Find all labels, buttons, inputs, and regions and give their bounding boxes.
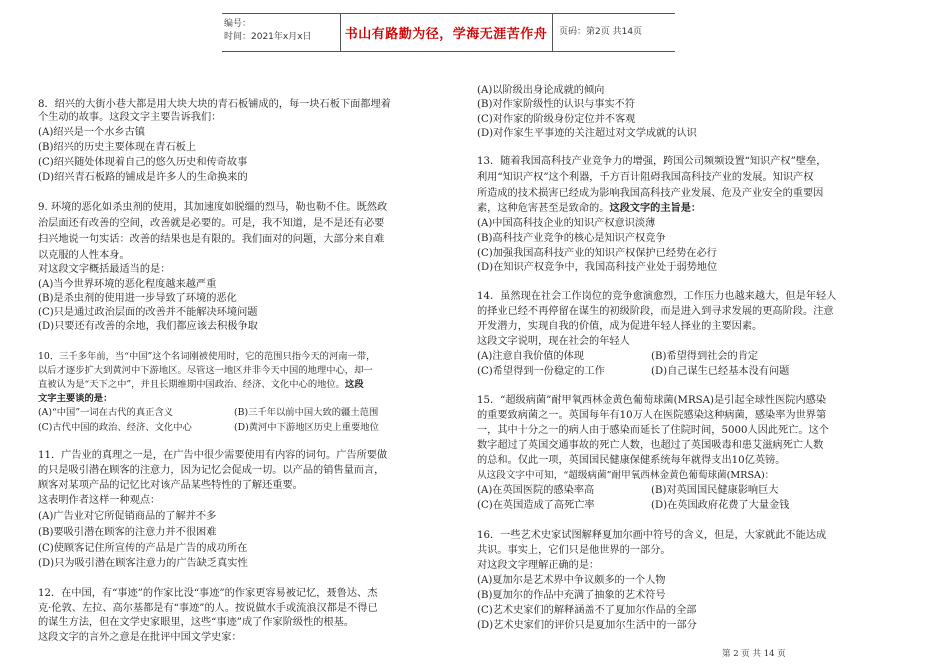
q12-question: 这段文字的言外之意是在批评中国文学史家： [38,632,242,643]
q9-stem-line: 治层面还有改善的空间，改善就是必要的。可是，我不知道，是不是还有必要 [38,218,385,229]
q11-option-c: (C)使顾客记住所宣传的产品是广告的成功所在 [38,543,248,554]
q15-option-a: (A)在英国医院的感染率高 [477,485,595,496]
q14-option-a: (A)注意自我价值的体现 [477,351,584,362]
q15-question: 从这段文字中可知，“超级病菌”耐甲氧西林金黄色葡萄球菌(MRSA)： [477,470,775,481]
q13-option-b: (B)高科技产业竞争的核心是知识产权竞争 [477,233,666,244]
q15-option-c: (C)在英国造成了高死亡率 [477,500,595,511]
q8-option-d: (D)绍兴青石板路的铺成是许多人的生命换来的 [38,172,248,183]
q13-stem-line: 13．随着我国高科技产业竞争力的增强，跨国公司频频设置“知识产权”壁垒， [477,156,827,167]
q12-stem-line: 克·伦敦、左拉、高尔基都是有“事迹”的人。按说做水手或流浪汉都是不得已 [38,603,378,614]
q8-option-a: (A)绍兴是一个水乡古镇 [38,127,145,138]
q8-stem-line: 个生动的故事。这段文字主要告诉我们： [38,112,222,123]
q8-option-b: (B)绍兴的历史主要体现在青石板上 [38,142,197,153]
q14-question: 这段文字说明，现在社会的年轻人 [477,336,630,347]
motto: 书山有路勤为径，学海无涯苦作舟 [344,27,548,42]
q8-stem-line: 8．绍兴的大街小巷大都是用大块大块的青石板铺成的，每一块石板下面都埋着 [38,99,391,110]
q16-option-a: (A)夏加尔是艺术界中争议颇多的一个人物 [477,575,666,586]
header-page-cell [553,14,681,51]
q12-option-b: (B)对作家阶级性的认识与事实不符 [477,99,636,110]
q12-stem-line: 12．在中国，有“事迹”的作家比没“事迹”的作家更容易被记忆，聂鲁达、杰 [38,588,378,599]
q16-stem-line: 16．一些艺术史家试图解释夏加尔画中符号的含义，但是，大家就此不能达成 [477,530,827,541]
q9-option-a: (A)当今世界环境的恶化程度越来越严重 [38,279,217,290]
q9-stem-line: 扫兴地说一句实话：改善的结果也是有限的。我们面对的问题，大部分来自难 [38,234,385,245]
q16-question: 对这段文字理解正确的是： [477,560,600,571]
page-label: 页码：第2页 共14页 [559,27,643,37]
q13-option-d: (D)在知识产权竞争中，我国高科技产业处于弱势地位 [477,262,718,273]
q16-stem-line: 共识。事实上，它们只是他世界的一部分。 [477,545,671,556]
header-meta [222,14,341,51]
q12-stem-line: 的谋生方法，但在文学史家眼里，这些“事迹”成了作家阶级性的根基。 [38,617,355,628]
q11-option-a: (A)广告业对它所促销商品的了解并不多 [38,511,217,522]
q11-stem-line: 顾客对某项产品的记忆比对该产品某些特性的了解还重要。 [38,480,303,491]
q15-option-b: (B)对英国国民健康影响巨大 [651,485,779,496]
q10-stem-line: 10．三千多年前，当“中国”这个名词刚被使用时，它的范围只指今天的河南一带， [38,351,376,362]
q11-option-b: (B)要吸引潜在顾客的注意力并不很困难 [38,527,217,538]
q16-option-b: (B)夏加尔的作品中充满了抽象的艺术符号 [477,590,666,601]
q15-option-d: (D)在英国政府花费了大量金钱 [651,500,790,511]
q14-option-b: (B)希望得到社会的肯定 [651,351,759,362]
q13-question: 这段文字的主旨是： [609,202,702,214]
q10-option-b: (B)三千年以前中国大致的疆土范围 [234,407,379,418]
id-label: 编号： [224,19,252,29]
q11-stem-line: 的只是吸引潜在顾客的注意力，因为记忆会促成一切。以产品的销售量而言， [38,465,385,476]
q9-option-c: (C)只是通过政治层面的改善并不能解决环境问题 [38,307,258,318]
q10-option-a: (A)“中国”一词在古代的真正含义 [38,407,174,418]
q16-option-c: (C)艺术史家们的解释涵盖不了夏加尔作品的全部 [477,605,697,616]
q13-stem-line [477,202,701,215]
q9-stem-line: 9. 环境的恶化如杀虫剂的使用，其加速度如脱缰的烈马，勒也勒不住。既然政 [38,202,388,213]
q9-option-b: (B)是杀虫剂的使用进一步导致了环境的恶化 [38,293,237,304]
q10-option-c: (C)古代中国的政治、经济、文化中心 [38,422,192,433]
q10-stem-line: 以后才逐步扩大到黄河中下游地区。尽管这一地区并非今天中国的地理中心，却一 [38,365,373,376]
q13-option-c: (C)加强我国高科技产业的知识产权保护已经势在必行 [477,248,717,259]
q10-question: 文字主要谈的是： [38,393,113,404]
q11-option-d: (D)只为吸引潜在顾客注意力的广告缺乏真实性 [38,558,248,569]
q14-stem-line: 的择业已经不再停留在谋生的初级阶段，而是进入到寻求发展的更高阶段。注意 [477,306,834,317]
q15-stem-line: 15．“超级病菌”耐甲氧西林金黄色葡萄球菌(MRSA)是引起全球性医院内感染 [477,395,827,406]
q14-option-c: (C)希望得到一份稳定的工作 [477,366,605,377]
q13-stem-line: 利用“知识产权”这个利器，千方百计阻碍我国高科技产业的发展。知识产权 [477,172,814,183]
q16-option-d: (D)艺术史家们的评价只是夏加尔生活中的一部分 [477,620,697,631]
header-motto-cell [340,14,553,51]
q14-option-d: (D)自己谋生已经基本没有问题 [651,366,790,377]
q10-option-d: (D)黄河中下游地区历史上重要地位 [234,422,379,433]
q10-stem-line [38,378,364,391]
q15-stem-line: 数字超过了英国交通事故的死亡人数，也超过了英国吸毒和患艾滋病死亡人数 [477,440,824,451]
q11-stem-line: 11．广告业的真理之一是，在广告中很少需要使用有内容的词句。广告所要做 [38,450,388,461]
q12-option-d: (D)对作家生平事迹的关注超过对文学成就的认识 [477,128,697,139]
q9-stem-line: 以克服的人性本身。 [38,250,130,261]
q13-option-a: (A)中国高科技企业的知识产权意识淡薄 [477,218,656,229]
q15-stem-line: 一，其中十分之一的病人由于感染而延长了住院时间，5000人因此死亡。这个 [477,425,829,436]
q10-stem-bold: 这段 [345,379,364,390]
q12-option-a: (A)以阶级出身论成就的倾向 [477,85,605,96]
q13-stem-text: 素，这种危害甚至是致命的。 [477,203,610,214]
q9-option-d: (D)只要还有改善的余地，我们都应该去积极争取 [38,321,258,332]
time-label: 时间：2021年x月x日 [224,32,312,42]
q12-option-c: (C)对作家的阶级身份定位并不客观 [477,114,636,125]
page-footer: 第 2 页 共 14 页 [722,649,786,659]
q8-option-c: (C)绍兴随处体现着自己的悠久历史和传奇故事 [38,157,248,168]
q14-stem-line: 开发潜力，实现自我的价值，成为促进年轻人择业的主要因素。 [477,321,763,332]
q11-question: 这表明作者这样一种观点： [38,495,161,506]
page-header [222,13,675,52]
q10-stem-text: 直被认为是“天下之中”，并且长期维期中国政治、经济、文化中心的地位。 [38,379,346,390]
q13-stem-line: 所造成的技术损害已经成为影响我国高科技产业发展、危及产业安全的重要因 [477,188,824,199]
q14-stem-line: 14．虽然现在社会工作岗位的竞争愈演愈烈，工作压力也越来越大，但是年轻人 [477,291,837,302]
q15-stem-line: 的总和。仅此一项，英国国民健康保健系统每年就得支出10亿英镑。 [477,455,786,466]
q9-question: 对这段文字概括最适当的是： [38,264,171,275]
q15-stem-line: 的重要致病菌之一。英国每年有10万人在医院感染这种病菌，感染率为世界第 [477,410,827,421]
